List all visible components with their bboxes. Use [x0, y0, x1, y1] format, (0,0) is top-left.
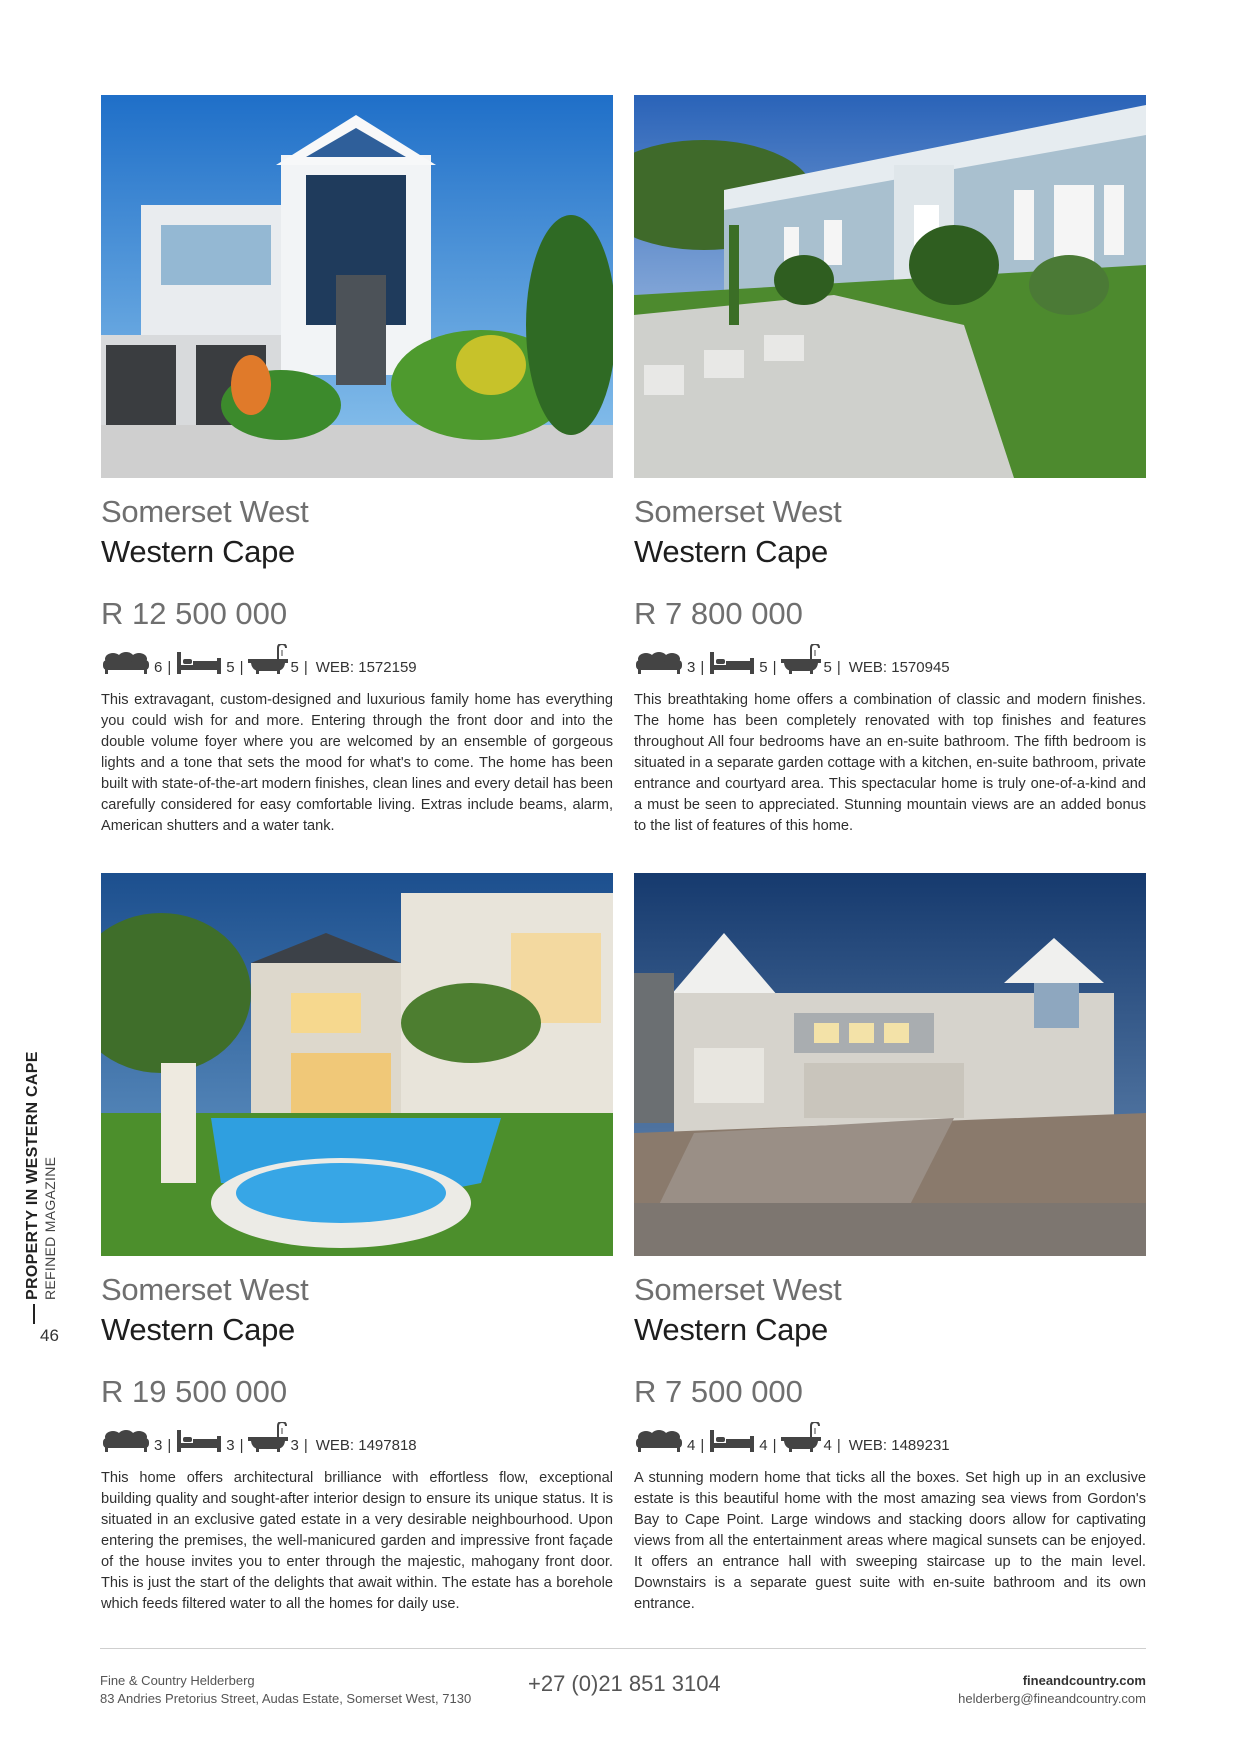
bath-icon — [248, 1422, 288, 1456]
property-photo — [101, 95, 613, 478]
listing-description: This home offers architectural brilliance with effortless flow, exceptional building quality and sought-after interior design to ensure its unique status. It is situated in an exclusive gated estate in a very desirable neighbourhood. Upon entering the premises, the well-manicured garden and impressive front façade of the house invites you to enter through the majestic, mahogany front door. This is just the start of the delights that await within. The estate has a borehole which feeds filtered water to all the homes for daily use. — [101, 1470, 613, 1612]
listing-town: Somerset West — [634, 494, 842, 529]
listing-description: This breathtaking home offers a combination of classic and modern finishes. The home has been completely renovated with top finishes and features throughout All four bedrooms have an en-suite bathroom. The fifth bedroom is situated in a separate garden cottage with a kitchen, en-suite bathroom, private entrance and courtyard area. This spectacular home is truly one-of-a-kind and a must be seen to appreciated. Stunning mountain views are an added bonus to the list of features of this home. — [634, 692, 1146, 834]
page-divider — [33, 1304, 35, 1324]
reception-count: 4 — [687, 1437, 696, 1454]
bath-icon — [248, 644, 288, 678]
sofa-icon — [101, 1430, 151, 1456]
listing-price: R 7 500 000 — [634, 1374, 803, 1409]
company-name: Fine & Country Helderberg — [100, 1673, 255, 1688]
bed-icon — [708, 652, 756, 678]
separator: | — [167, 659, 172, 676]
web-reference: WEB: 1497818 — [315, 1437, 417, 1454]
separator: | — [700, 1437, 705, 1454]
page-number: 46 — [40, 1326, 59, 1345]
modern-house-photo — [101, 95, 613, 478]
magazine-name: REFINED MAGAZINE — [42, 1156, 58, 1300]
reception-count: 3 — [687, 659, 696, 676]
listing-town: Somerset West — [634, 1272, 842, 1307]
reception-count: 3 — [154, 1437, 163, 1454]
listing-specs — [101, 644, 613, 678]
bath-icon — [781, 644, 821, 678]
listing-price: R 12 500 000 — [101, 596, 288, 631]
sofa-icon — [634, 1430, 684, 1456]
bed-icon — [175, 652, 223, 678]
listing-description: This extravagant, custom-designed and luxurious family home has everything you could wish for and more. Entering through the front door and into the double volume foyer where you are welcomed by an ensemble of gorgeous lights and a tone that sets the mood for what's to come. The home has been built with state-of-the-art modern finishes, clean lines and every detail has been carefully considered for easy comfortable living. Extras include beams, alarm, American shutters and a water tank. — [101, 692, 613, 834]
classic-house-photo — [634, 95, 1146, 478]
bath-icon — [781, 1422, 821, 1456]
footer-address-block — [100, 1672, 471, 1708]
listing-card — [634, 873, 1146, 1615]
sofa-icon — [634, 652, 684, 678]
bathroom-count: 3 — [290, 1437, 299, 1454]
email-link[interactable]: helderberg@fineandcountry.com — [958, 1691, 1146, 1706]
bedroom-count: 5 — [759, 659, 768, 676]
web-reference: WEB: 1570945 — [848, 659, 950, 676]
bedroom-count: 5 — [226, 659, 235, 676]
phone-number[interactable]: +27 (0)21 851 3104 — [528, 1671, 721, 1696]
separator: | — [836, 659, 841, 676]
separator: | — [303, 1437, 308, 1454]
separator: | — [167, 1437, 172, 1454]
sofa-icon — [101, 652, 151, 678]
separator: | — [239, 1437, 244, 1454]
listing-specs — [634, 644, 1146, 678]
separator: | — [772, 659, 777, 676]
listing-town: Somerset West — [101, 1272, 309, 1307]
pool-house-photo — [101, 873, 613, 1256]
listing-region: Western Cape — [634, 1312, 828, 1347]
modern-dusk-house-photo — [634, 873, 1146, 1256]
listing-card — [101, 95, 613, 837]
bedroom-count: 3 — [226, 1437, 235, 1454]
sidebar-label — [24, 1040, 64, 1340]
listing-price: R 7 800 000 — [634, 596, 803, 631]
web-reference: WEB: 1572159 — [315, 659, 417, 676]
listing-card — [101, 873, 613, 1615]
separator: | — [239, 659, 244, 676]
bed-icon — [708, 1430, 756, 1456]
listing-region: Western Cape — [634, 534, 828, 569]
listing-specs — [634, 1422, 1146, 1456]
listing-specs — [101, 1422, 613, 1456]
bathroom-count: 4 — [823, 1437, 832, 1454]
property-photo — [634, 95, 1146, 478]
listing-description: A stunning modern home that ticks all the boxes. Set high up in an exclusive estate is this beautiful home with the most amazing sea views from Gordon's Bay to Cape Point. Large windows and stacking doors allow for captivating views from all the entertainment areas where magical sunsets can be enjoyed. It offers an entrance hall with sweeping staircase up to the main level. Downstairs is a separate guest suite with en-suite bathroom and its own entrance. — [634, 1470, 1146, 1612]
listing-region: Western Cape — [101, 1312, 295, 1347]
bedroom-count: 4 — [759, 1437, 768, 1454]
section-title: PROPERTY IN WESTERN CAPE — [24, 1051, 41, 1300]
listing-region: Western Cape — [101, 534, 295, 569]
separator: | — [700, 659, 705, 676]
separator: | — [836, 1437, 841, 1454]
separator: | — [303, 659, 308, 676]
footer-contact-block — [958, 1672, 1146, 1708]
property-photo — [634, 873, 1146, 1256]
listing-price: R 19 500 000 — [101, 1374, 288, 1409]
bathroom-count: 5 — [823, 659, 832, 676]
footer-divider — [100, 1648, 1146, 1649]
property-photo — [101, 873, 613, 1256]
bed-icon — [175, 1430, 223, 1456]
website-link[interactable]: fineandcountry.com — [1022, 1673, 1146, 1688]
listing-card — [634, 95, 1146, 837]
bathroom-count: 5 — [290, 659, 299, 676]
listing-town: Somerset West — [101, 494, 309, 529]
web-reference: WEB: 1489231 — [848, 1437, 950, 1454]
separator: | — [772, 1437, 777, 1454]
company-address: 83 Andries Pretorius Street, Audas Estate, Somerset West, 7130 — [100, 1691, 472, 1706]
reception-count: 6 — [154, 659, 163, 676]
